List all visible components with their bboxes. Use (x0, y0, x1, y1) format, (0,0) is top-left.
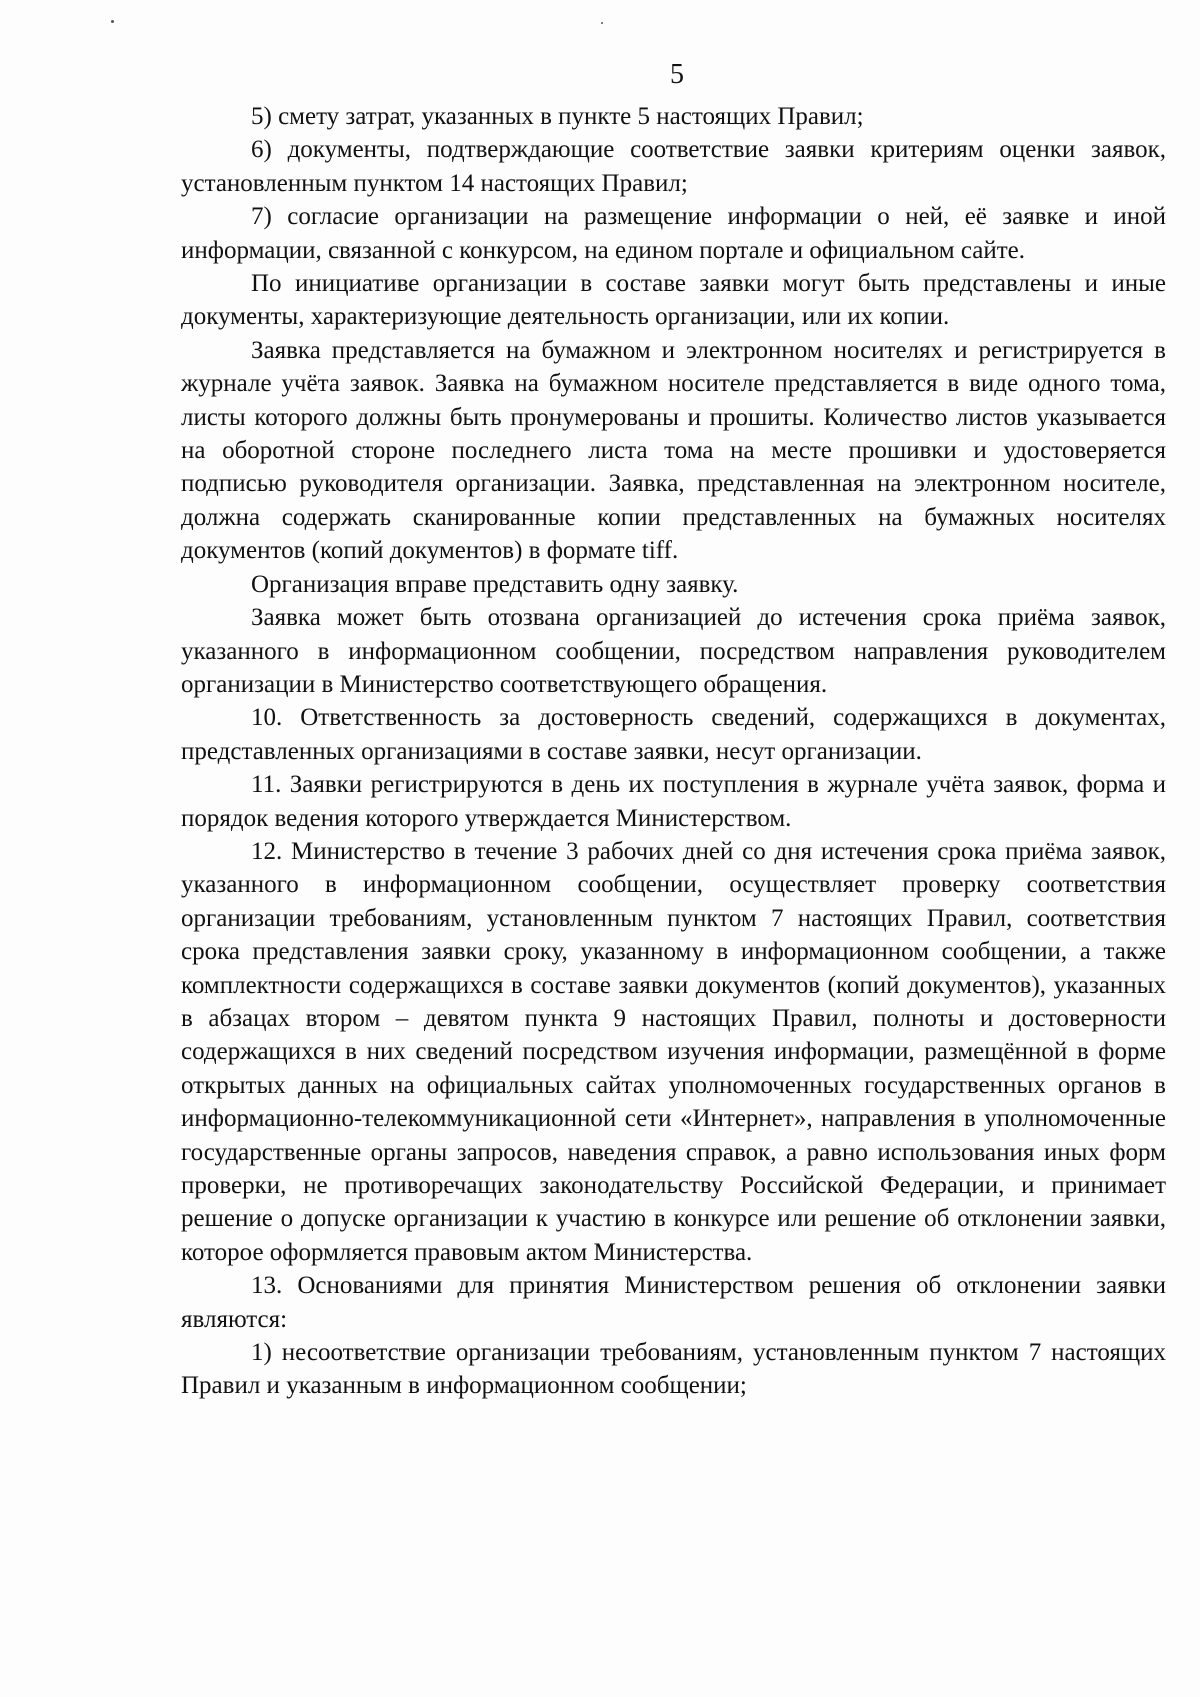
paragraph-withdrawal: Заявка может быть отозвана организацией до истечения срока приёма заявок, указанного в информационном сообщении, посредством направления руководителем организации в Министерство соответствующего обращения. (181, 604, 1166, 698)
paragraph-application-format: Заявка представляется на бумажном и электронном носителях и регистрируется в журнале учёта заявок. Заявка на бумажном носителе представляется в виде одного тома, листы которого должны быть пронумерованы и прошиты. Количество листов указывается на оборотной стороне последнего листа тома на месте прошивки и удостоверяется подписью руководителя организации. Заявка, представленная на электронном носителе, должна содержать сканированные копии представленных на бумажных носителях документов (копий документов) в формате tiff. (181, 336, 1166, 565)
paragraph-section-10: 10. Ответственность за достоверность сведений, содержащихся в документах, представленных организациями в составе заявки, несут организации. (181, 704, 1166, 765)
page-number: 5 (670, 59, 684, 90)
paragraph-item-5: 5) смету затрат, указанных в пункте 5 настоящих Правил; (251, 103, 864, 130)
paragraph-additional-documents: По инициативе организации в составе заявки могут быть представлены и иные документы, характеризующие деятельность организации, или их копии. (181, 270, 1166, 331)
paragraph-section-13: 13. Основаниями для принятия Министерством решения об отклонении заявки являются: (181, 1272, 1166, 1333)
paragraph-one-application: Организация вправе представить одну заявку. (251, 570, 739, 598)
document-body (181, 100, 1166, 1403)
paragraph-section-13-item-1: 1) несоответствие организации требованиям, установленным пунктом 7 настоящих Правил и указанным в информационном сообщении; (181, 1339, 1166, 1400)
paragraph-item-7: 7) согласие организации на размещение информации о ней, её заявке и иной информации, связанной с конкурсом, на едином портале и официальном сайте. (181, 203, 1166, 264)
scan-speck (601, 22, 603, 24)
scan-speck (111, 20, 114, 23)
paragraph-section-11: 11. Заявки регистрируются в день их поступления в журнале учёта заявок, форма и порядок ведения которого утверждается Министерством. (181, 771, 1166, 832)
paragraph-section-12: 12. Министерство в течение 3 рабочих дней со дня истечения срока приёма заявок, указанного в информационном сообщении, осуществляет проверку соответствия организации требованиям, установленным пунктом 7 настоящих Правил, соответствия срока представления заявки сроку, указанному в информационном сообщении, а также комплектности содержащихся в составе заявки документов (копий документов), указанных в абзацах втором – девятом пункта 9 настоящих Правил, полноты и достоверности содержащихся в них сведений посредством изучения информации, размещённой в форме открытых данных на официальных сайтах уполномоченных государственных органов в информационно-телекоммуникационной сети «Интернет», направления в уполномоченные государственные органы запросов, наведения справок, а равно использования иных форм проверки, не противоречащих законодательству Российской Федерации, и принимает решение о допуске организации к участию в конкурсе или решение об отклонении заявки, которое оформляется правовым актом Министерства. (181, 837, 1166, 1266)
paragraph-item-6: 6) документы, подтверждающие соответствие заявки критериям оценки заявок, установленным пунктом 14 настоящих Правил; (181, 136, 1166, 197)
